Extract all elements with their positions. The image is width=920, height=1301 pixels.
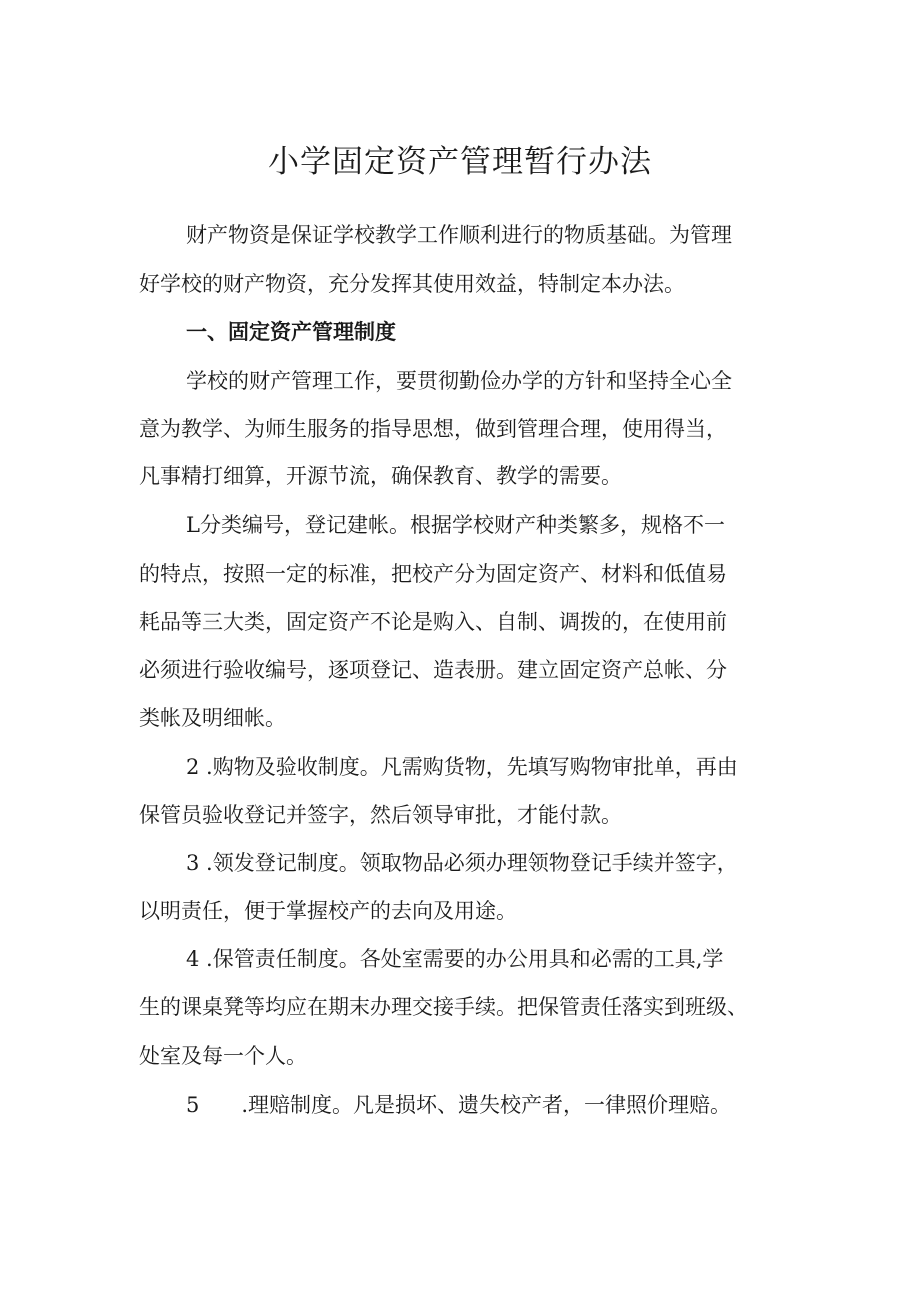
paragraph-line: 凡事精打细算，开源节流，确保教育、教学的需要。 [139,464,622,488]
paragraph-line: 4 .保管责任制度。各处室需要的办公用具和必需的工具,学 [186,947,724,971]
document-title: 小学固定资产管理暂行办法 [268,144,652,180]
paragraph-line: 好学校的财产物资，充分发挥其使用效益，特制定本办法。 [139,272,685,296]
paragraph-line: 保管员验收登记并签字，然后领导审批，才能付款。 [139,803,622,827]
paragraph-line: 的特点，按照一定的标准，把校产分为固定资产、材料和低值易 [139,562,727,586]
paragraph-line: 耗品等三大类，固定资产不论是购入、自制、调拨的，在使用前 [139,610,727,634]
paragraph-line: 3 .领发登记制度。领取物品必须办理领物登记手续并签字， [186,851,738,875]
paragraph-line: 5 .理赔制度。凡是损坏、遗失校产者，一律照价理赔。 [186,1093,732,1117]
paragraph-line: 财产物资是保证学校教学工作顺利进行的物质基础。为管理 [186,223,732,247]
paragraph-line: 类帐及明细帐。 [139,706,286,730]
paragraph-line: 生的课桌凳等均应在期末办理交接手续。把保管责任落实到班级、 [139,995,748,1019]
paragraph-line: 以明责任，便于掌握校产的去向及用途。 [139,899,517,923]
paragraph-line: L分类编号，登记建帐。根据学校财产种类繁多，规格不一 [186,513,725,537]
paragraph-line: 必须进行验收编号，逐项登记、造表册。建立固定资产总帐、分 [139,658,727,682]
paragraph-line: 处室及每一个人。 [139,1044,307,1068]
paragraph-line: 2 .购物及验收制度。凡需购货物，先填写购物审批单，再由 [186,755,738,779]
paragraph-line: 意为教学、为师生服务的指导思想，做到管理合理，使用得当， [139,417,727,441]
section-heading: 一、固定资产管理制度 [186,320,396,344]
paragraph-line: 学校的财产管理工作，要贯彻勤俭办学的方针和坚持全心全 [186,369,732,393]
